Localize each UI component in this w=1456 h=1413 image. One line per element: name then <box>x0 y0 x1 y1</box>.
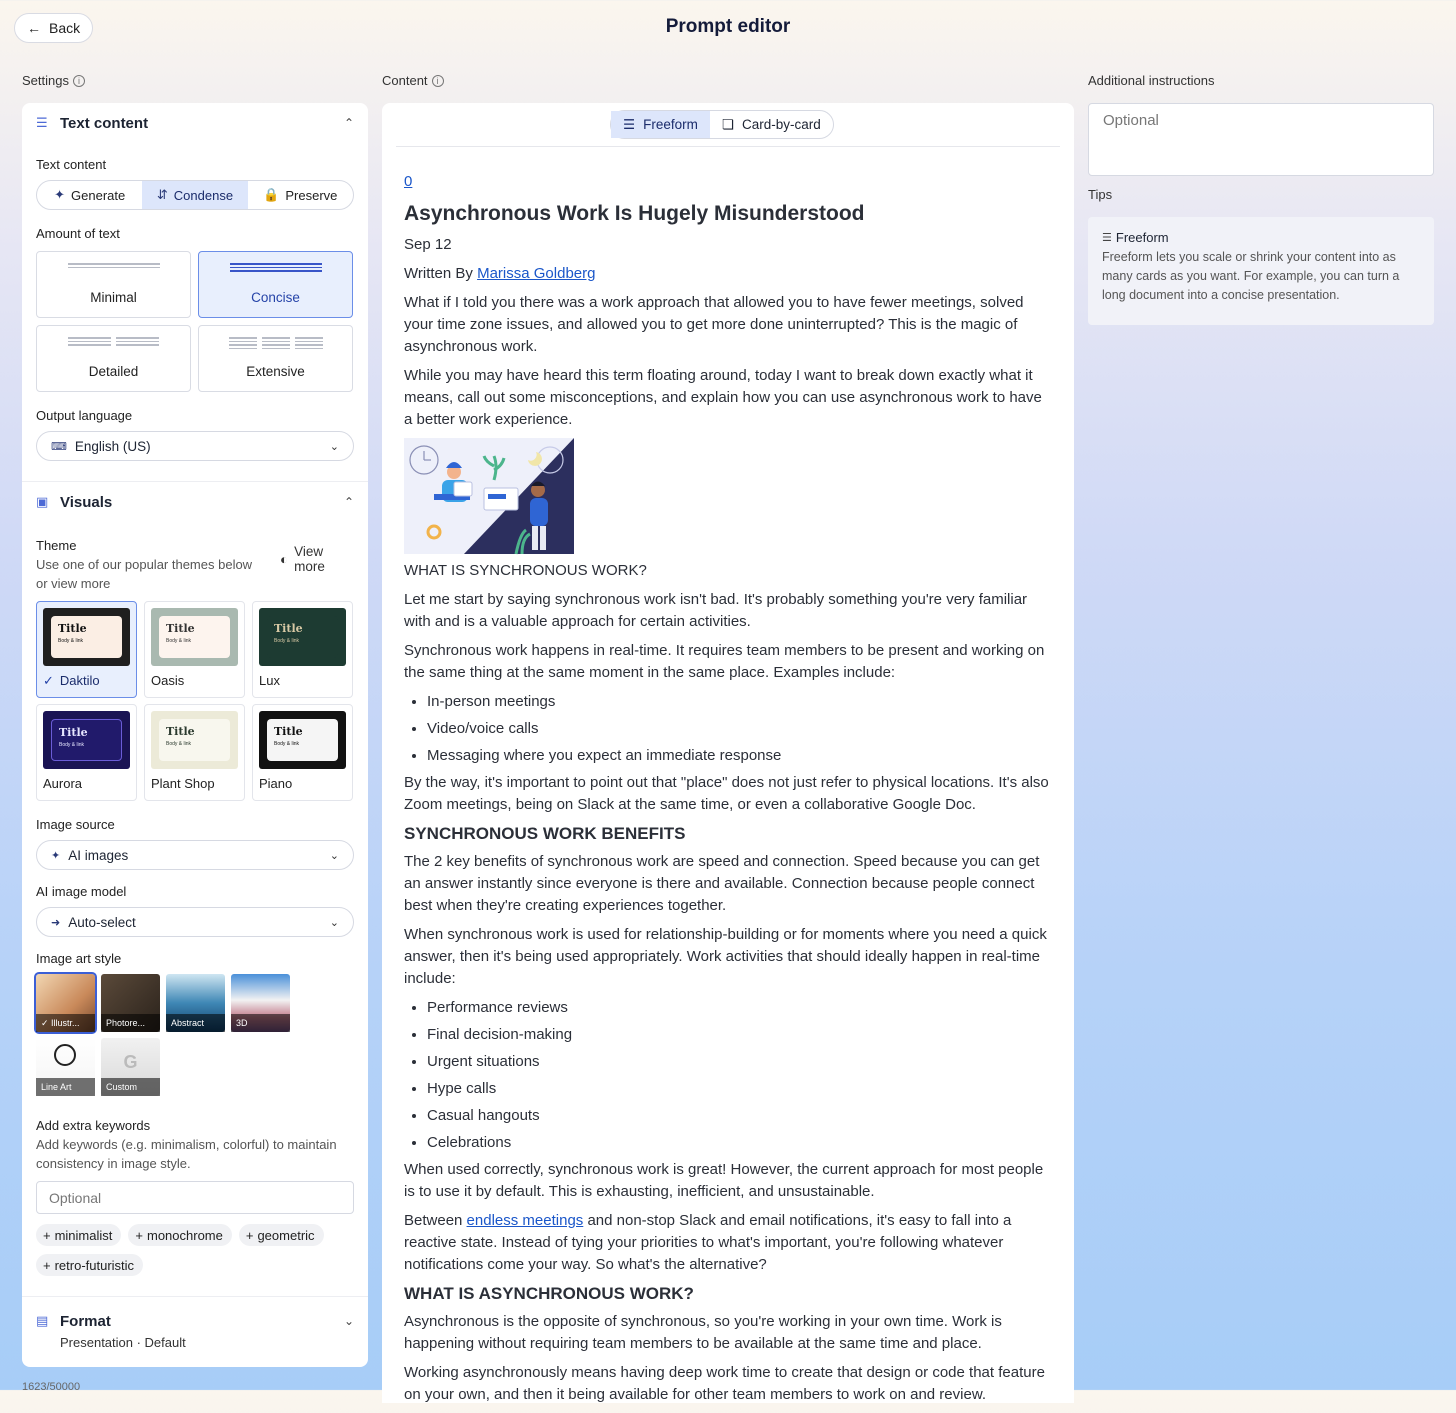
chevron-down-icon: ⌄ <box>329 440 339 453</box>
list-item: • Performance reviews <box>427 997 1054 1019</box>
art-style-name: Illustr... <box>51 1018 80 1028</box>
doc-paragraph: When used correctly, synchronous work is great! However, the current approach for most people is to use it by default. This is exhausting, inefficient, and unsustainable. <box>404 1161 1044 1200</box>
theme-preview-body: Body & link <box>166 741 192 747</box>
keyword-chip-label: monochrome <box>146 1227 223 1243</box>
content-label-text: Content <box>382 73 428 88</box>
amount-detailed-option[interactable] <box>36 325 191 392</box>
doc-paragraph: Synchronous work happens in real-time. It requires team members to be present and working on the same thing at the same moment in the same place. Examples include: <box>404 642 1045 681</box>
settings-label-text: Settings <box>22 73 69 88</box>
content-panel <box>382 103 1074 1403</box>
theme-description: Use one of our popular themes below or view more <box>36 557 253 591</box>
remote-work-illustration <box>404 438 574 554</box>
art-style-name: Photore... <box>106 1018 146 1028</box>
custom-style-icon: G <box>123 1052 138 1072</box>
theme-name-text: Oasis <box>151 673 185 688</box>
generate-button[interactable] <box>37 181 142 209</box>
doc-paragraph <box>404 1210 1054 1276</box>
output-language-select[interactable] <box>36 431 354 461</box>
art-style-option[interactable] <box>166 974 225 1032</box>
art-style-options <box>36 974 354 1096</box>
content-label <box>382 73 444 88</box>
art-style-name: Abstract <box>171 1018 205 1028</box>
freeform-label: Freeform <box>643 117 698 132</box>
keyword-chip[interactable] <box>36 1224 121 1246</box>
art-style-label <box>101 1078 160 1096</box>
doc-bullet-list <box>404 691 1054 767</box>
doc-byline <box>404 263 1054 285</box>
theme-thumbnail <box>43 711 130 769</box>
amount-concise-label: Concise <box>251 290 300 305</box>
art-style-name: Line Art <box>41 1082 72 1092</box>
plus-icon: + <box>135 1227 143 1243</box>
text-lines-icon <box>37 337 190 346</box>
doc-paragraph: By the way, it's important to point out that "place" does not just refer to physical locations. It's also Zoom meetings, being on Slack at the same time, or even a collaborative Google Doc. <box>404 774 1049 813</box>
text-content-section-title: Text content <box>60 114 149 132</box>
preserve-button[interactable] <box>248 181 353 209</box>
condense-button[interactable] <box>142 181 247 209</box>
theme-preview-title: Title <box>274 622 303 635</box>
tips-title <box>1102 230 1420 245</box>
additional-instructions-label: Additional instructions <box>1088 73 1215 88</box>
theme-name-text: Lux <box>259 673 280 688</box>
format-subtitle: Presentation · Default <box>60 1335 186 1350</box>
theme-name <box>259 673 346 688</box>
theme-label: Theme <box>36 538 77 553</box>
list-item: • In-person meetings <box>427 691 1054 713</box>
top-bar <box>0 0 1456 56</box>
doc-text: and non-stop Slack and email notifications, it's easy to fall into a reactive state. Instead of tying your priorities to what's important, you're following whatever notifications come your way. So what's the alternative? <box>404 1212 1012 1273</box>
output-language-value: English (US) <box>74 438 151 454</box>
tips-text: Freeform lets you scale or shrink your content into as many cards as you want. For example, you can turn a long document into a concise presentation. <box>1102 250 1400 302</box>
settings-label <box>22 73 85 88</box>
ai-image-model-value: Auto-select <box>68 914 136 930</box>
theme-preview-title: Title <box>166 622 195 635</box>
theme-name <box>151 673 238 688</box>
theme-option[interactable] <box>252 601 353 698</box>
doc-paragraph: While you may have heard this term floating around, today I want to break down exactly what it means, call out some misconceptions, and explain how you can use asynchronous work to have a better work experience. <box>404 367 1042 428</box>
theme-preview-card <box>159 719 230 761</box>
extra-keywords-label: Add extra keywords <box>36 1118 151 1133</box>
theme-name-text: Piano <box>259 776 293 791</box>
condense-label: Condense <box>173 187 234 203</box>
generate-label: Generate <box>71 187 126 203</box>
list-item: • Messaging where you expect an immediate response <box>427 745 1054 767</box>
freeform-button[interactable] <box>611 111 710 138</box>
layout-icon: ▤ <box>36 1313 49 1328</box>
doc-paragraph: The 2 key benefits of synchronous work are speed and connection. Speed because you can get an answer instantly since everyone is there and available. Connection because people connect best when they're creating experiences together. <box>404 853 1040 914</box>
list-item: • Casual hangouts <box>427 1105 1054 1127</box>
sparkle-icon: ✦ <box>54 187 66 202</box>
article-illustration <box>404 438 574 554</box>
art-style-label <box>166 1014 225 1032</box>
theme-thumbnail <box>151 711 238 769</box>
amount-extensive-label: Extensive <box>246 364 305 379</box>
check-icon: ✓ <box>43 673 54 688</box>
page-title: Prompt editor <box>665 16 791 37</box>
text-lines-icon <box>199 263 352 272</box>
theme-preview-title: Title <box>59 726 88 739</box>
keyword-chip[interactable] <box>36 1254 143 1276</box>
doc-paragraph: When synchronous work is used for relationship-building or for moments where you need a quick answer, then it's being used appropriately. Work activities that should ideally happen in real-time include: <box>404 926 1047 987</box>
theme-name <box>43 776 130 791</box>
visuals-section-title: Visuals <box>60 493 113 511</box>
visuals-section-header[interactable] <box>22 482 368 522</box>
chevron-down-icon[interactable]: ⌄ <box>343 1314 354 1328</box>
text-lines-icon <box>199 337 352 349</box>
theme-preview-body: Body & link <box>274 741 300 747</box>
image-source-value: AI images <box>68 847 129 863</box>
doc-date: Sep 12 <box>404 236 452 253</box>
list-item: • Urgent situations <box>427 1051 1054 1073</box>
theme-preview-card <box>51 616 122 658</box>
extra-keywords-input[interactable]: Optional <box>36 1181 354 1214</box>
theme-preview-body: Body & link <box>58 638 84 644</box>
amount-minimal-label: Minimal <box>90 290 137 305</box>
doc-caption: WHAT IS SYNCHRONOUS WORK? <box>404 562 647 579</box>
condense-icon: ⇵ <box>156 187 168 202</box>
art-style-label <box>36 1014 95 1032</box>
tips-label: Tips <box>1088 187 1113 202</box>
list-item: • Celebrations <box>427 1132 1054 1154</box>
amount-of-text-options <box>36 251 354 392</box>
line-art-figure-icon <box>54 1044 76 1066</box>
format-section-title: Format <box>60 1312 111 1330</box>
additional-instructions-input[interactable]: Optional <box>1088 103 1434 176</box>
plus-icon: + <box>43 1227 51 1243</box>
keyword-chip[interactable] <box>239 1224 324 1246</box>
view-more-button[interactable] <box>280 544 354 574</box>
theme-option[interactable] <box>36 601 137 698</box>
amount-detailed-label: Detailed <box>88 364 139 379</box>
written-by-text: Written By <box>404 265 473 282</box>
palette-icon: ◐ <box>280 551 289 567</box>
theme-preview-body: Body & link <box>166 638 192 644</box>
magic-wand-icon: ➜ <box>51 916 61 929</box>
text-mode-selector <box>36 180 354 210</box>
cards-icon: ❏ <box>721 116 734 132</box>
text-content-mode-label: Text content <box>36 157 107 172</box>
art-style-option[interactable] <box>231 974 290 1032</box>
list-item: • Hype calls <box>427 1078 1054 1100</box>
section-divider <box>22 1296 368 1297</box>
text-align-icon: ☰ <box>36 115 48 130</box>
info-icon[interactable]: i <box>432 75 444 87</box>
theme-preview-title: Title <box>274 725 303 738</box>
info-icon[interactable]: i <box>73 75 85 87</box>
keyword-chip[interactable] <box>128 1224 231 1246</box>
theme-name <box>43 673 130 689</box>
text-lines-icon <box>37 263 190 268</box>
image-icon: ▣ <box>36 494 49 509</box>
anchor-link[interactable]: 0 <box>404 173 413 190</box>
art-style-option[interactable] <box>36 974 95 1032</box>
doc-paragraph: Asynchronous is the opposite of synchronous, so you're working in your own time. Work is happening without requiring team members to be available at the same time and place. <box>404 1313 1002 1352</box>
character-count: 1623/50000 <box>22 1381 81 1393</box>
doc-paragraph: Working asynchronously means having deep work time to create that design or code that feature on your own, and then it being available for other team members to work on and review. <box>404 1364 1045 1403</box>
amount-minimal-option[interactable] <box>36 251 191 318</box>
doc-title: Asynchronous Work Is Hugely Misunderstood <box>404 202 865 225</box>
theme-header <box>22 538 354 593</box>
chevron-down-icon: ⌄ <box>329 849 339 862</box>
theme-option[interactable] <box>36 704 137 801</box>
theme-name <box>259 776 346 791</box>
arrow-left-icon: ← <box>27 20 41 36</box>
ai-image-model-label: AI image model <box>36 884 127 899</box>
theme-preview-title: Title <box>58 622 87 635</box>
art-style-option[interactable] <box>101 1038 160 1096</box>
view-more-label: View more <box>294 544 325 574</box>
list-item: • Final decision-making <box>427 1024 1054 1046</box>
keyword-chip-label: retro-futuristic <box>54 1257 135 1273</box>
art-style-name: 3D <box>236 1018 248 1028</box>
art-style-option[interactable] <box>101 974 160 1032</box>
art-style-name: Custom <box>106 1082 138 1092</box>
doc-paragraph: Let me start by saying synchronous work isn't bad. It's probably something you're very familiar with and is a valuable approach for certain activities. <box>404 591 1028 630</box>
chevron-up-icon[interactable]: ⌃ <box>343 116 354 130</box>
theme-thumbnail <box>259 711 346 769</box>
art-style-label <box>101 1014 160 1032</box>
tips-title-text: Freeform <box>1115 230 1169 245</box>
output-language-label: Output language <box>36 408 133 423</box>
theme-options <box>36 601 354 801</box>
doc-heading: SYNCHRONOUS WORK BENEFITS <box>404 824 686 843</box>
chevron-down-icon: ⌄ <box>329 916 339 929</box>
endless-meetings-link[interactable]: endless meetings <box>466 1212 584 1229</box>
text-align-icon: ☰ <box>623 116 636 132</box>
doc-heading: WHAT IS ASYNCHRONOUS WORK? <box>404 1284 694 1303</box>
content-divider <box>396 146 1060 147</box>
amount-of-text-label: Amount of text <box>36 226 120 241</box>
image-source-label: Image source <box>36 817 115 832</box>
theme-preview-card <box>267 719 338 761</box>
plus-icon: + <box>43 1257 51 1273</box>
theme-preview-card <box>51 719 122 761</box>
sparkle-icon: ✦ <box>51 849 61 862</box>
theme-name <box>151 776 238 791</box>
theme-option[interactable] <box>144 704 245 801</box>
back-label: Back <box>49 20 81 36</box>
document-editor[interactable] <box>404 171 1054 1413</box>
card-by-card-label: Card-by-card <box>741 117 821 132</box>
art-style-option[interactable] <box>36 1038 95 1096</box>
theme-name-text: Daktilo <box>59 673 100 688</box>
theme-option[interactable] <box>144 601 245 698</box>
image-source-select[interactable] <box>36 840 354 870</box>
check-icon: ✓ <box>41 1018 52 1028</box>
author-link[interactable]: Marissa Goldberg <box>477 265 596 282</box>
text-content-section-header[interactable] <box>22 103 368 143</box>
ai-image-model-select[interactable] <box>36 907 354 937</box>
chevron-up-icon[interactable]: ⌃ <box>343 495 354 509</box>
art-style-label <box>36 1078 95 1096</box>
image-art-style-label: Image art style <box>36 951 122 966</box>
settings-panel <box>22 103 368 1367</box>
card-by-card-button[interactable] <box>710 111 833 138</box>
extra-keywords-description: Add keywords (e.g. minimalism, colorful) to maintain consistency in image style. <box>36 1137 337 1171</box>
art-style-label <box>231 1014 290 1032</box>
theme-preview-card <box>267 616 338 658</box>
doc-bullet-list <box>404 997 1054 1154</box>
theme-preview-card <box>159 616 230 658</box>
text-align-icon: ☰ <box>1102 232 1112 244</box>
keyword-chips <box>36 1224 354 1276</box>
tips-card <box>1088 217 1434 325</box>
amount-concise-option[interactable] <box>198 251 353 318</box>
language-icon: ⌨ <box>51 440 67 453</box>
keyword-chip-label: geometric <box>257 1227 315 1243</box>
theme-name-text: Plant Shop <box>151 776 215 791</box>
theme-preview-body: Body & link <box>274 638 300 644</box>
list-item: • Video/voice calls <box>427 718 1054 740</box>
keyword-chip-label: minimalist <box>54 1227 113 1243</box>
preserve-label: Preserve <box>285 187 338 203</box>
plus-icon: + <box>245 1227 254 1243</box>
doc-paragraph: What if I told you there was a work approach that allowed you to have fewer meetings, solved your time zone issues, and allowed you to get more done uninterrupted? This is the magic of asynchronous work. <box>404 294 1024 355</box>
theme-thumbnail <box>259 608 346 666</box>
theme-thumbnail <box>43 608 130 666</box>
lock-icon: 🔒 <box>263 187 280 202</box>
theme-option[interactable] <box>252 704 353 801</box>
content-mode-toggle <box>610 110 834 139</box>
theme-preview-body: Body & link <box>59 742 85 748</box>
amount-extensive-option[interactable] <box>198 325 353 392</box>
theme-preview-title: Title <box>166 725 195 738</box>
theme-thumbnail <box>151 608 238 666</box>
theme-name-text: Aurora <box>43 776 83 791</box>
doc-text: Between <box>404 1212 467 1229</box>
